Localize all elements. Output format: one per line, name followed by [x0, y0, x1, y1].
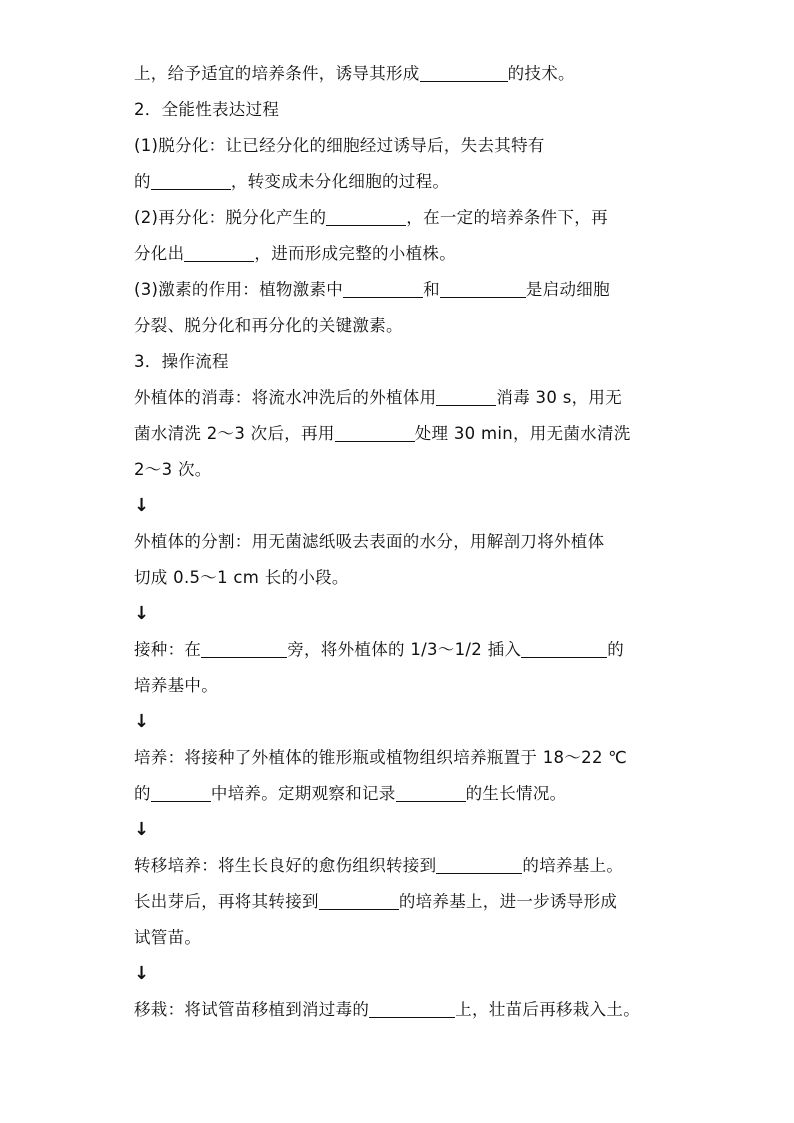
text-line — [134, 236, 674, 272]
text-line — [134, 524, 674, 560]
text: ，在一定的培养条件下，再 — [406, 208, 608, 227]
text: 切成 0.5～1 cm 长的小段。 — [134, 568, 349, 587]
text: 培养基中。 — [134, 676, 218, 695]
text: 旁，将外植体的 1/3～1/2 插入 — [287, 640, 522, 659]
text: 的技术。 — [507, 64, 575, 83]
text: 的培养基上，进一步诱导形成 — [398, 892, 618, 911]
text-line — [134, 920, 674, 956]
text: 的培养基上。 — [522, 856, 624, 875]
fill-blank — [335, 423, 415, 442]
fill-blank — [319, 891, 399, 910]
text-line — [134, 452, 674, 488]
text-line — [134, 128, 674, 164]
text-line — [134, 668, 674, 704]
text: 的生长情况。 — [465, 784, 567, 803]
text: 的 — [134, 172, 151, 191]
fill-blank — [343, 279, 423, 298]
text: 分化出 — [134, 244, 185, 263]
text: 培养：将接种了外植体的锥形瓶或植物组织培养瓶置于 18～22 ℃ — [134, 748, 628, 767]
fill-blank — [369, 999, 455, 1018]
document-page — [134, 56, 674, 1028]
text: 外植体的消毒：将流水冲洗后的外植体用 — [134, 388, 437, 407]
text: (1)脱分化：让已经分化的细胞经过诱导后，失去其特有 — [134, 136, 545, 155]
text: 2～3 次。 — [134, 460, 212, 479]
fill-blank — [151, 783, 211, 802]
text-line — [134, 164, 674, 200]
text-line — [134, 272, 674, 308]
text: 中培养。定期观察和记录 — [210, 784, 396, 803]
text-line — [134, 308, 674, 344]
text: 是启动细胞 — [525, 280, 610, 299]
text: 上，给予适宜的培养条件，诱导其形成 — [134, 64, 420, 83]
fill-blank — [436, 387, 496, 406]
text-line — [134, 992, 674, 1028]
text: ，转变成未分化细胞的过程。 — [230, 172, 450, 191]
text: 和 — [423, 280, 440, 299]
text-line — [134, 56, 674, 92]
text-line — [134, 740, 674, 776]
fill-blank — [420, 63, 508, 82]
fill-blank — [440, 279, 526, 298]
text: (2)再分化：脱分化产生的 — [134, 208, 327, 227]
fill-blank — [396, 783, 466, 802]
text: 移栽：将试管苗移植到消过毒的 — [134, 1000, 370, 1019]
text: ，进而形成完整的小植株。 — [254, 244, 457, 263]
down-arrow-icon: ↓ — [134, 711, 150, 732]
fill-blank — [326, 207, 406, 226]
text: 转移培养：将生长良好的愈伤组织转接到 — [134, 856, 437, 875]
text: 的 — [134, 784, 151, 803]
text: 试管苗。 — [134, 928, 202, 947]
text-line — [134, 200, 674, 236]
text-line — [134, 416, 674, 452]
text-line — [134, 632, 674, 668]
down-arrow-icon: ↓ — [134, 495, 150, 516]
section-heading — [134, 344, 674, 380]
text-line — [134, 776, 674, 812]
text: 2．全能性表达过程 — [134, 100, 280, 119]
text: 的 — [607, 640, 625, 659]
text-line — [134, 380, 674, 416]
text: 分裂、脱分化和再分化的关键激素。 — [134, 316, 403, 335]
text: 3．操作流程 — [134, 352, 229, 371]
section-heading — [134, 92, 674, 128]
text: 长出芽后，再将其转接到 — [134, 892, 319, 911]
text: 接种：在 — [134, 640, 202, 659]
text: (3)激素的作用：植物激素中 — [134, 280, 344, 299]
text: 上，壮苗后再移栽入土。 — [455, 1000, 641, 1019]
fill-blank — [184, 243, 254, 262]
fill-blank — [521, 639, 607, 658]
fill-blank — [201, 639, 287, 658]
fill-blank — [436, 855, 522, 874]
text: 处理 30 min，用无菌水清洗 — [414, 424, 631, 443]
text: 菌水清洗 2～3 次后，再用 — [134, 424, 335, 443]
text-line — [134, 848, 674, 884]
text: 外植体的分割：用无菌滤纸吸去表面的水分，用解剖刀将外植体 — [134, 532, 605, 551]
down-arrow-icon: ↓ — [134, 963, 150, 984]
text: 消毒 30 s，用无 — [496, 388, 622, 407]
down-arrow-icon: ↓ — [134, 819, 150, 840]
down-arrow-icon: ↓ — [134, 603, 150, 624]
text-line — [134, 884, 674, 920]
text-line — [134, 560, 674, 596]
fill-blank — [151, 171, 231, 190]
